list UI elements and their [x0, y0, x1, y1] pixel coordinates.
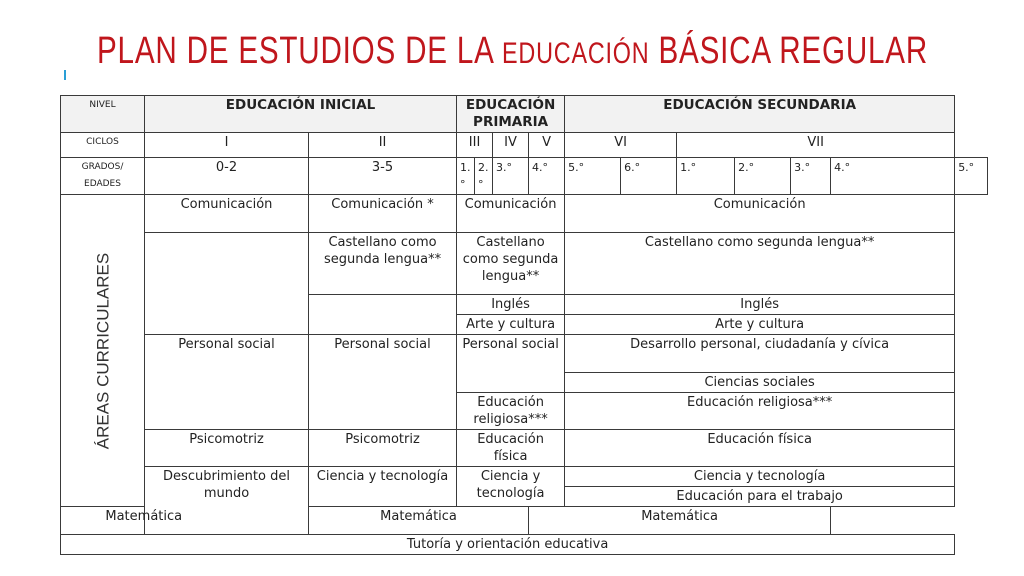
grade-cell: 4.°: [831, 158, 955, 195]
areas-label-cell: [61, 195, 145, 507]
cycle-cell: V: [529, 133, 565, 158]
secundaria-religiosa: Educación religiosa***: [565, 393, 955, 430]
title-part-3: BÁSICA REGULAR: [649, 30, 929, 72]
title-part-2: EDUCACIÓN: [502, 37, 650, 70]
grade-cell: 2.°: [735, 158, 791, 195]
primaria-fisica: Educación física: [457, 430, 565, 467]
cycle-row: [61, 133, 988, 158]
cycle-cell: II: [309, 133, 457, 158]
tutoria-cell: Tutoría y orientación educativa: [61, 535, 955, 555]
primaria-castellano: Castellano como segunda lengua**: [457, 233, 565, 295]
area-row-comunicacion: [61, 195, 988, 233]
level-secundaria: EDUCACIÓN SECUNDARIA: [565, 96, 955, 133]
row-label-nivel: NIVEL: [61, 96, 145, 133]
curriculum-table: [60, 95, 988, 555]
inicial-c1-descubrimiento: Descubrimiento del mundo: [145, 467, 309, 535]
areas-curriculares-label: ÁREAS CURRICULARES: [93, 252, 112, 449]
area-row-fisica: [61, 430, 988, 467]
secundaria-trabajo: Educación para el trabajo: [565, 487, 955, 507]
level-row: [61, 96, 988, 133]
area-row-matematica: [61, 507, 988, 535]
grade-cell: 0-2: [145, 158, 309, 195]
inicial-c2-empty: [309, 295, 457, 335]
primaria-ciencia: Ciencia y tecnología: [457, 467, 565, 507]
secundaria-sociales: Ciencias sociales: [565, 373, 955, 393]
primaria-arte: Arte y cultura: [457, 315, 565, 335]
row-label-grados: GRADOS/ EDADES: [61, 158, 145, 195]
secundaria-ciencia: Ciencia y tecnología: [565, 467, 955, 487]
cycle-cell: IV: [493, 133, 529, 158]
cycle-cell: VII: [677, 133, 955, 158]
inicial-c2-castellano: Castellano como segunda lengua**: [309, 233, 457, 295]
inicial-c2-matematica: Matemática: [61, 507, 227, 535]
accent-mark: [64, 70, 66, 80]
secundaria-castellano: Castellano como segunda lengua**: [565, 233, 955, 295]
area-row-castellano: [61, 233, 988, 295]
cycle-cell: III: [457, 133, 493, 158]
grade-cell: 3-5: [309, 158, 457, 195]
primaria-ingles: Inglés: [457, 295, 565, 315]
grade-cell: 2.°: [475, 158, 493, 195]
primaria-comunicacion: Comunicación: [457, 195, 565, 233]
secundaria-comunicacion: Comunicación: [565, 195, 955, 233]
grade-cell: 6.°: [621, 158, 677, 195]
primaria-matematica: Matemática: [309, 507, 529, 535]
primaria-personal-social: Personal social: [457, 335, 565, 393]
area-row-personal-social: [61, 335, 988, 373]
cycle-cell: I: [145, 133, 309, 158]
row-label-ciclos: CICLOS: [61, 133, 145, 158]
level-inicial: EDUCACIÓN INICIAL: [145, 96, 457, 133]
inicial-c1-psicomotriz: Psicomotriz: [145, 430, 309, 467]
grade-cell: 1.°: [677, 158, 735, 195]
secundaria-ingles: Inglés: [565, 295, 955, 315]
grade-cell: 5.°: [955, 158, 988, 195]
grade-cell: 5.°: [565, 158, 621, 195]
secundaria-desarrollo: Desarrollo personal, ciudadanía y cívica: [565, 335, 955, 373]
inicial-c1-personal-social: Personal social: [145, 335, 309, 430]
grade-cell: 4.°: [529, 158, 565, 195]
grade-row: [61, 158, 988, 195]
inicial-c2-comunicacion: Comunicación *: [309, 195, 457, 233]
grade-cell: 3.°: [791, 158, 831, 195]
level-primaria: EDUCACIÓN PRIMARIA: [457, 96, 565, 133]
secundaria-matematica: Matemática: [529, 507, 831, 535]
page-title: [97, 30, 928, 75]
secundaria-arte: Arte y cultura: [565, 315, 955, 335]
inicial-c2-psicomotriz: Psicomotriz: [309, 430, 457, 467]
inicial-c2-ciencia: Ciencia y tecnología: [309, 467, 457, 507]
grade-cell: 3.°: [493, 158, 529, 195]
inicial-c1-comunicacion: Comunicación: [145, 195, 309, 233]
grade-cell: 1.°: [457, 158, 475, 195]
secundaria-fisica: Educación física: [565, 430, 955, 467]
area-row-ciencia: [61, 467, 988, 487]
inicial-c2-personal-social: Personal social: [309, 335, 457, 430]
cycle-cell: VI: [565, 133, 677, 158]
inicial-c1-empty: [145, 233, 309, 335]
primaria-religiosa: Educación religiosa***: [457, 393, 565, 430]
title-part-1: PLAN DE ESTUDIOS DE LA: [97, 30, 503, 72]
footer-row: [61, 535, 988, 555]
